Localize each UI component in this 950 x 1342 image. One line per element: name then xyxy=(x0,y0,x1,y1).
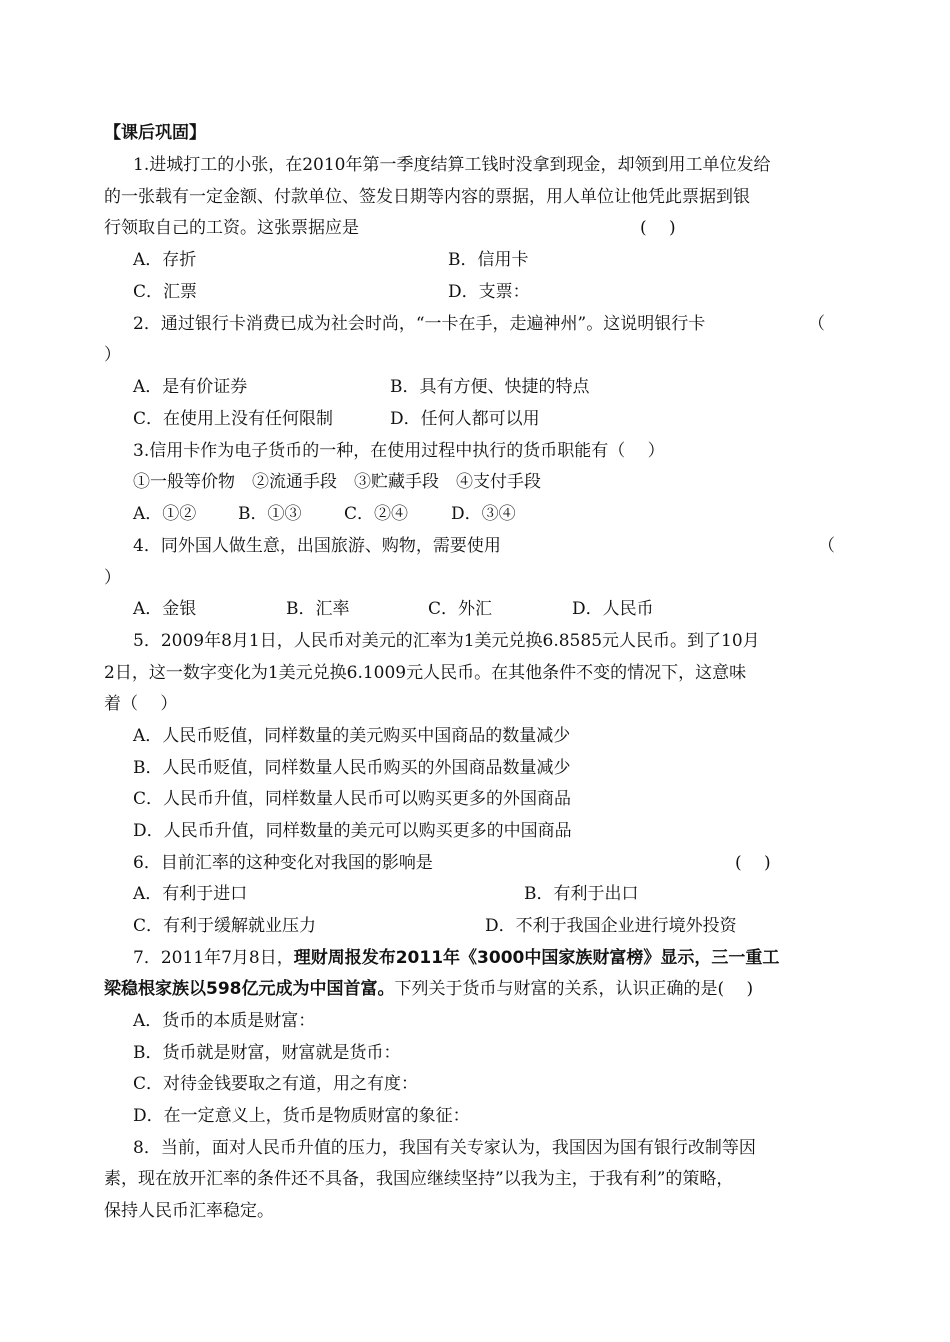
q6-option-c: C．有利于缓解就业压力 xyxy=(133,916,317,936)
q4-line-2: ） xyxy=(104,568,121,588)
q7-option-a: A．货币的本质是财富： xyxy=(133,1011,316,1031)
q3-option-a: A．①② xyxy=(133,504,197,524)
q6-option-a: A．有利于进口 xyxy=(133,884,248,904)
q1-option-c: C．汇票 xyxy=(133,282,198,302)
q3-option-c: C．②④ xyxy=(344,504,409,524)
q8-line-2: 素，现在放开汇率的条件还不具备，我国应继续坚持”以我为主，于我有利”的策略， xyxy=(104,1169,734,1189)
q3-line-2: ①一般等价物 ②流通手段 ③贮藏手段 ④支付手段 xyxy=(133,472,541,492)
q5-option-b: B．人民币贬值，同样数量人民币购买的外国商品数量减少 xyxy=(133,758,571,778)
q2-option-b: B．具有方便、快捷的特点 xyxy=(390,377,590,397)
q2-paren-open: （ xyxy=(808,314,825,334)
q4-option-d: D．人民币 xyxy=(572,599,654,619)
q7-line-2-tail: 下列关于货币与财富的关系，认识正确的是( ) xyxy=(394,979,754,999)
q4-paren-open: （ xyxy=(818,536,835,556)
q6-answer-paren: ( ) xyxy=(735,853,771,873)
q5-line-1: 5．2009年8月1日，人民币对美元的汇率为1美元兑换6.8585元人民币。到了10月 xyxy=(133,631,760,651)
q3-line-1: 3.信用卡作为电子货币的一种，在使用过程中执行的货币职能有（ ） xyxy=(133,441,665,461)
q2-line-1: 2．通过银行卡消费已成为社会时尚，“一卡在手，走遍神州”。这说明银行卡 xyxy=(133,314,706,334)
q5-option-d: D．人民币升值，同样数量的美元可以购买更多的中国商品 xyxy=(133,821,572,841)
q1-line-2: 的一张载有一定金额、付款单位、签发日期等内容的票据，用人单位让他凭此票据到银 xyxy=(104,187,750,207)
q1-answer-paren: ( ) xyxy=(640,218,676,238)
q2-option-a: A．是有价证券 xyxy=(133,377,248,397)
q4-option-a: A．金银 xyxy=(133,599,197,619)
q7-option-b: B．货币就是财富，财富就是货币： xyxy=(133,1043,401,1063)
q1-option-d: D．支票： xyxy=(448,282,530,302)
q3-option-d: D．③④ xyxy=(451,504,516,524)
q2-option-c: C．在使用上没有任何限制 xyxy=(133,409,334,429)
q7-line-1 xyxy=(133,947,779,969)
q2-line-2: ） xyxy=(104,345,121,365)
q5-line-3: 着（ ） xyxy=(104,694,178,714)
q7-line-2 xyxy=(104,978,753,1000)
q5-option-c: C．人民币升值，同样数量人民币可以购买更多的外国商品 xyxy=(133,789,572,809)
q6-option-b: B．有利于出口 xyxy=(524,884,639,904)
q6-line-1: 6．目前汇率的这种变化对我国的影响是 xyxy=(133,853,433,873)
q6-option-d: D．不利于我国企业进行境外投资 xyxy=(485,916,737,936)
q8-line-1: 8．当前，面对人民币升值的压力，我国有关专家认为，我国因为国有银行改制等因 xyxy=(133,1138,756,1158)
q3-option-b: B．①③ xyxy=(238,504,302,524)
q1-option-a: A．存折 xyxy=(133,250,197,270)
q7-line-1-lead: 7．2011年7月8日， xyxy=(133,948,294,968)
q7-line-2-bold: 梁稳根家族以598亿元成为中国首富。 xyxy=(104,979,395,999)
q1-option-b: B．信用卡 xyxy=(448,250,529,270)
q4-option-c: C．外汇 xyxy=(428,599,493,619)
q5-line-2: 2日，这一数字变化为1美元兑换6.1009元人民币。在其他条件不变的情况下，这意味 xyxy=(104,663,747,683)
q4-line-1: 4．同外国人做生意，出国旅游、购物，需要使用 xyxy=(133,536,501,556)
q7-line-1-bold: 理财周报发布2011年《3000中国家族财富榜》显示， xyxy=(293,948,712,968)
q8-line-3: 保持人民币汇率稳定。 xyxy=(104,1201,274,1221)
q2-option-d: D．任何人都可以用 xyxy=(390,409,540,429)
q4-option-b: B．汇率 xyxy=(286,599,350,619)
q7-option-c: C．对待金钱要取之有道，用之有度： xyxy=(133,1074,419,1094)
q5-option-a: A．人民币贬值，同样数量的美元购买中国商品的数量减少 xyxy=(133,726,571,746)
q1-line-3: 行领取自己的工资。这张票据应是 xyxy=(104,218,359,238)
q7-option-d: D．在一定意义上，货币是物质财富的象征： xyxy=(133,1106,470,1126)
q7-line-1-bold-tail: 三一重工 xyxy=(711,948,780,968)
section-title: 【课后巩固】 xyxy=(104,123,206,143)
q1-line-1: 1.进城打工的小张，在2010年第一季度结算工钱时没拿到现金，却领到用工单位发给 xyxy=(133,155,771,175)
